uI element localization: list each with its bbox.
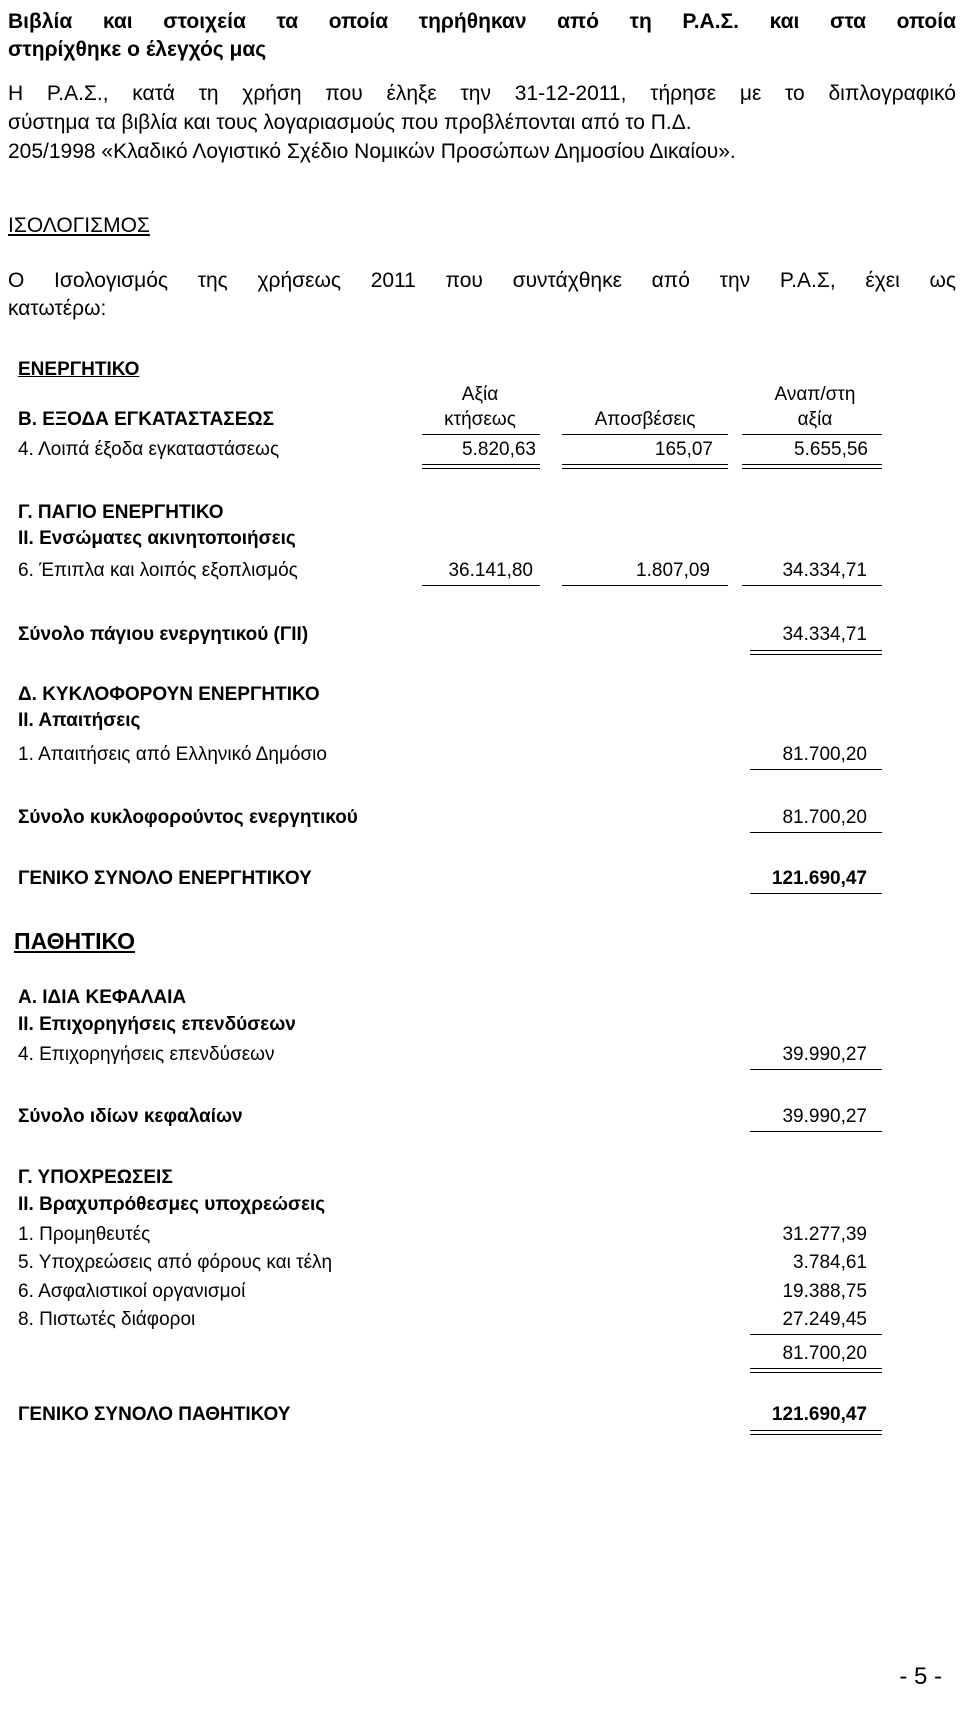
col-acq-header-l1: Αξία [461,384,499,405]
equity-total-label: Σύνολο ιδίων κεφαλαίων [18,1106,243,1127]
short-total-line-b [750,1372,882,1373]
col-net-header-l2: αξία [797,409,833,430]
b4-acq: 5.820,63 [462,439,536,460]
b4-dep: 165,07 [654,439,713,460]
section-g2-liab-heading: ΙΙ. Βραχυπρόθεσμες υποχρεώσεις [18,1194,326,1215]
a4-value: 39.990,27 [782,1044,867,1065]
liab-item-1-label: 1. Προμηθευτές [18,1224,151,1245]
g6-line-1 [422,585,540,586]
d1-line [750,769,882,770]
col-acq-header-line [422,434,540,435]
liab-item-3-value: 19.388,75 [782,1281,867,1302]
liab-item-1-value: 31.277,39 [782,1224,867,1245]
b4-label: 4. Λοιπά έξοδα εγκαταστάσεως [18,439,280,460]
b4-double-line-2 [562,464,728,465]
section-g-liab-heading: Γ. ΥΠΟΧΡΕΩΣΕΙΣ [18,1167,173,1188]
g6-net: 34.334,71 [782,560,867,581]
section-b-heading: Β. ΕΞΟΔΑ ΕΓΚΑΤΑΣΤΑΣΕΩΣ [18,409,275,430]
intro-paragraph-line2: σύστημα τα βιβλία και τους λογαριασμούς που προβλέπονται από το Π.Δ. [8,111,692,134]
assets-grand-total-label: ΓΕΝΙΚΟ ΣΥΝΟΛΟ ΕΝΕΡΓΗΤΙΚΟΥ [18,868,312,889]
fixed-total-line-b [750,654,882,655]
current-assets-total-label: Σύνολο κυκλοφορούντος ενεργητικού [18,807,358,828]
liab-grand-total-line-b [750,1434,882,1435]
col-net-header-line [742,434,882,435]
liab-items-line [750,1334,882,1335]
current-assets-total-value: 81.700,20 [782,807,867,828]
col-dep-header: Αποσβέσεις [594,409,696,430]
liabilities-grand-total-value: 121.690,47 [771,1404,867,1425]
section-g-heading: Γ. ΠΑΓΙΟ ΕΝΕΡΓΗΤΙΚΟ [18,502,224,523]
d1-value: 81.700,20 [782,744,867,765]
balance-intro-line1: Ο Ισολογισμός της χρήσεως 2011 που συντάχθηκε από την Ρ.Α.Σ, έχει ως [8,269,956,292]
page-number: - 5 - [899,1663,942,1690]
a4-line [750,1069,882,1070]
col-dep-header-line [562,434,728,435]
a4-label: 4. Επιχορηγήσεις επενδύσεων [18,1044,275,1065]
fixed-total-line [750,650,882,651]
b4-double-line-2b [562,468,728,469]
liabilities-title: ΠΑΘΗΤΙΚΟ [14,928,135,954]
g6-acq: 36.141,80 [448,560,533,581]
liab-item-4-label: 8. Πιστωτές διάφοροι [18,1309,196,1330]
b4-double-line-3 [742,464,882,465]
equity-total-line [750,1131,882,1132]
liab-item-4-value: 27.249,45 [782,1309,867,1330]
b4-net: 5.655,56 [794,439,868,460]
intro-paragraph-line3: 205/1998 «Κλαδικό Λογιστικό Σχέδιο Νομικών Προσώπων Δημοσίου Δικαίου». [8,140,736,163]
g6-line-2 [562,585,728,586]
liabilities-grand-total-label: ΓΕΝΙΚΟ ΣΥΝΟΛΟ ΠΑΘΗΤΙΚΟΥ [18,1404,291,1425]
b4-double-line-1 [422,464,540,465]
b4-double-line-1b [422,468,540,469]
section-d2-heading: ΙΙ. Απαιτήσεις [18,710,141,731]
equity-total-value: 39.990,27 [782,1106,867,1127]
liab-grand-total-line [750,1430,882,1431]
col-acq-header-l2: κτήσεως [444,409,516,430]
current-total-line [750,832,882,833]
intro-paragraph-line1: Η Ρ.Α.Σ., κατά τη χρήση που έληξε την 31-12-2011, τήρησε με το διπλογραφικό [8,82,956,105]
section-a-heading: Α. ΙΔΙΑ ΚΕΦΑΛΑΙΑ [18,987,187,1008]
g6-dep: 1.807,09 [636,560,710,581]
col-net-header-l1: Αναπ/στη [774,384,856,405]
assets-grand-total-value: 121.690,47 [771,868,867,889]
section-g2-heading: ΙΙ. Ενσώματες ακινητοποιήσεις [18,528,296,549]
section-d-heading: Δ. ΚΥΚΛΟΦΟΡΟΥΝ ΕΝΕΡΓΗΤΙΚΟ [18,684,320,705]
b4-double-line-3b [742,468,882,469]
short-total-line [750,1368,882,1369]
assets-title: ΕΝΕΡΓΗΤΙΚΟ [18,359,140,380]
g6-label: 6. Έπιπλα και λοιπός εξοπλισμός [18,560,298,581]
balance-title: ΙΣΟΛΟΓΙΣΜΟΣ [8,214,150,237]
liab-item-2-value: 3.784,61 [793,1252,867,1273]
fixed-assets-total-label: Σύνολο πάγιου ενεργητικού (ΓΙΙ) [18,624,309,645]
intro-heading-line2: στηρίχθηκε ο έλεγχός μας [8,38,267,61]
fixed-assets-total-value: 34.334,71 [782,624,867,645]
assets-grand-total-line [750,893,882,894]
d1-label: 1. Απαιτήσεις από Ελληνικό Δημόσιο [18,744,327,765]
section-a2-heading: ΙΙ. Επιχορηγήσεις επενδύσεων [18,1014,296,1035]
liab-item-3-label: 6. Ασφαλιστικοί οργανισμοί [18,1281,246,1302]
short-term-total-value: 81.700,20 [782,1343,867,1364]
liab-item-2-label: 5. Υποχρεώσεις από φόρους και τέλη [18,1252,333,1273]
g6-line-3 [742,585,882,586]
intro-heading-line1: Βιβλία και στοιχεία τα οποία τηρήθηκαν από τη Ρ.Α.Σ. και στα οποία [8,10,956,33]
balance-intro-line2: κατωτέρω: [8,297,107,320]
